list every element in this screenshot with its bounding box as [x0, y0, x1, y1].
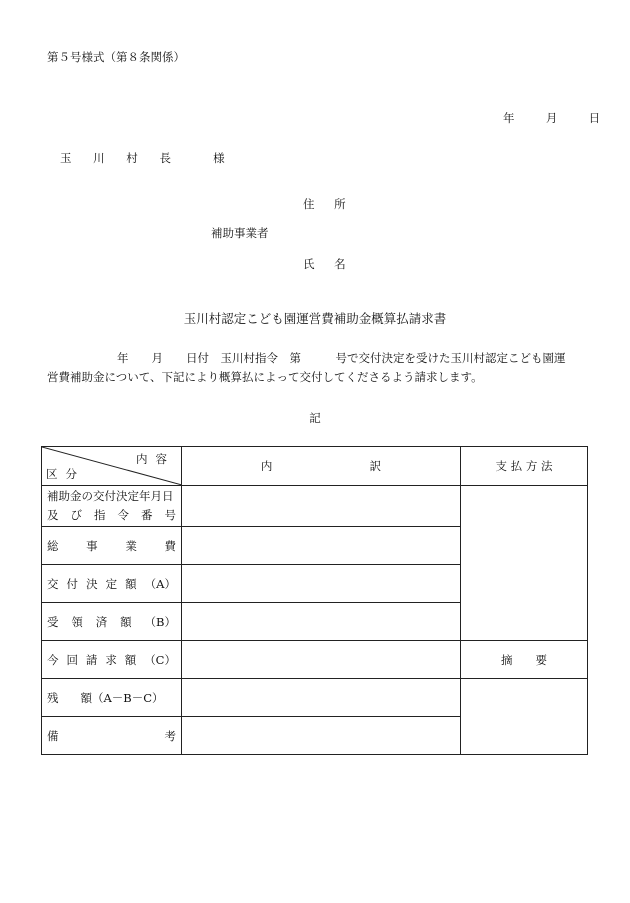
- label-char: 決: [86, 576, 98, 591]
- business-operator-label: 補助事業者: [211, 226, 269, 240]
- header-category-label: 区分: [46, 467, 85, 481]
- table-row: [42, 641, 588, 679]
- remarks-label: 摘 要: [461, 641, 588, 679]
- date-day: 日: [588, 111, 601, 125]
- label-char: （C）: [144, 652, 176, 667]
- label-char: 令: [117, 508, 129, 522]
- table-header-row: [42, 447, 588, 486]
- row-label-total-project-cost: [42, 527, 182, 565]
- header-content-label: 内容: [136, 452, 175, 466]
- label-char: 及: [47, 508, 59, 522]
- breakdown-grant-decision-amount[interactable]: [182, 565, 461, 603]
- breakdown-notes[interactable]: [182, 717, 461, 755]
- label-char: 済: [95, 614, 108, 629]
- breakdown-decision-date[interactable]: [182, 486, 461, 527]
- remarks-cell[interactable]: [461, 679, 588, 755]
- label-char: 額: [120, 614, 132, 629]
- row-label-current-request-amount: [42, 641, 182, 679]
- document-title: 玉川村認定こども園運営費補助金概算払請求書: [183, 311, 447, 326]
- decision-date-line1: 補助金の交付決定年月日: [47, 489, 174, 503]
- breakdown-total-project-cost[interactable]: [182, 527, 461, 565]
- label-char: 考: [164, 728, 176, 743]
- label-char: 求: [105, 652, 117, 667]
- label-char: 残: [47, 690, 59, 705]
- date-line: [503, 110, 600, 126]
- row-label-decision-date: [42, 486, 182, 527]
- label-char: （A－B－C）: [92, 690, 164, 705]
- payment-method-cell[interactable]: [461, 486, 588, 641]
- table-row: [42, 679, 588, 717]
- label-char: 額: [80, 690, 92, 705]
- label-char: 番: [141, 508, 153, 522]
- form-number: 第５号様式（第８条関係）: [47, 50, 185, 64]
- label-char: 号: [164, 508, 176, 522]
- request-statement: [47, 349, 592, 387]
- table-row: [42, 486, 588, 527]
- address-label: 住 所: [303, 197, 354, 211]
- label-char: 請: [85, 652, 98, 667]
- label-char: び: [70, 508, 82, 522]
- label-char: （B）: [144, 614, 176, 629]
- header-breakdown-b: 訳: [369, 459, 382, 473]
- row-label-balance: [42, 679, 182, 717]
- request-form-table: [41, 446, 588, 755]
- label-char: 費: [164, 538, 176, 553]
- label-char: （A）: [144, 576, 176, 591]
- label-char: 額: [124, 652, 137, 667]
- date-month: 月: [545, 111, 558, 125]
- label-char: 今: [47, 652, 59, 667]
- header-diagonal-cell: [42, 447, 182, 486]
- breakdown-received-amount[interactable]: [182, 603, 461, 641]
- row-label-notes: [42, 717, 182, 755]
- label-char: 付: [66, 576, 79, 591]
- breakdown-balance[interactable]: [182, 679, 461, 717]
- label-char: 指: [94, 508, 106, 522]
- label-char: 回: [66, 652, 78, 667]
- label-char: 業: [125, 538, 137, 553]
- row-label-grant-decision-amount: [42, 565, 182, 603]
- label-char: 定: [105, 576, 118, 591]
- label-char: 領: [71, 614, 83, 629]
- label-char: 交: [47, 576, 59, 591]
- addressee: 玉 川 村 長 様: [60, 151, 234, 165]
- label-char: 受: [47, 614, 59, 629]
- header-breakdown: [182, 447, 461, 486]
- label-char: 総: [47, 538, 59, 553]
- statement-line-2: 営費補助金について、下記により概算払によって交付してくださるよう請求します。: [47, 370, 483, 384]
- header-breakdown-a: 内: [260, 459, 273, 473]
- statement-line-1: 年 月 日付 玉川村指令 第 号で交付決定を受けた玉川村認定こども園運: [117, 351, 566, 365]
- row-label-received-amount: [42, 603, 182, 641]
- header-payment-method: 支 払 方 法: [461, 447, 588, 486]
- label-char: 備: [47, 728, 59, 743]
- date-year: 年: [503, 111, 515, 125]
- label-char: 事: [86, 538, 98, 553]
- breakdown-current-request-amount[interactable]: [182, 641, 461, 679]
- name-label: 氏 名: [303, 257, 354, 271]
- ki-heading: 記: [309, 411, 321, 425]
- label-char: 額: [125, 576, 137, 591]
- decision-date-line2: [47, 506, 176, 525]
